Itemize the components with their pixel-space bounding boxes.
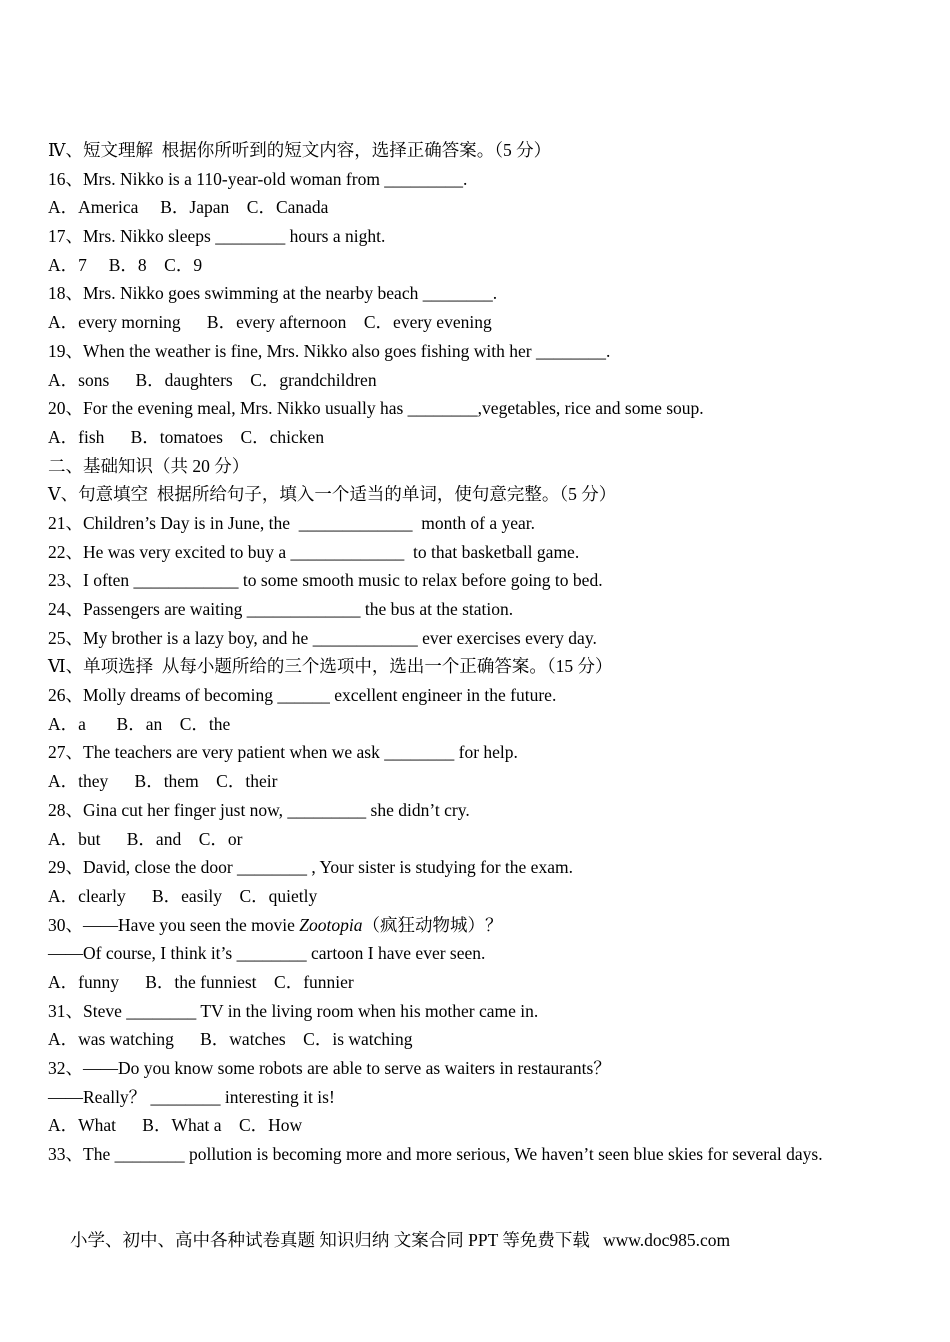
question-23: 23、I often ____________ to some smooth music to relax before going to bed. — [48, 570, 603, 591]
question-20-options: A．fish B．tomatoes C．chicken — [48, 426, 325, 447]
part-two-heading: 二、基础知识（共 20 分） — [48, 455, 250, 476]
question-19: 19、When the weather is fine, Mrs. Nikko also goes fishing with her ________. — [48, 340, 611, 361]
question-29-options: A．clearly B．easily C．quietly — [48, 885, 318, 906]
question-20: 20、For the evening meal, Mrs. Nikko usually has ________,vegetables, rice and some soup. — [48, 398, 704, 419]
question-24: 24、Passengers are waiting _____________ the bus at the station. — [48, 599, 514, 619]
question-16-options: A．America B．Japan C．Canada — [48, 197, 329, 218]
question-17-options: A．7 B．8 C．9 — [48, 254, 203, 275]
section-iv-heading: Ⅳ、短文理解 根据你所听到的短文内容，选择正确答案。（5 分） — [48, 140, 552, 160]
question-26: 26、Molly dreams of becoming ______ excellent engineer in the future. — [48, 685, 557, 706]
question-29: 29、David, close the door ________ , Your sister is studying for the exam. — [48, 857, 573, 878]
section-v-heading: Ⅴ、句意填空 根据所给句子，填入一个适当的单词，使句意完整。（5 分） — [48, 484, 617, 505]
question-32: 32、——Do you know some robots are able to serve as waiters in restaurants？ — [48, 1058, 611, 1078]
exam-page-content — [48, 136, 908, 1169]
question-22: 22、He was very excited to buy a _____________ to that basketball game. — [48, 541, 580, 562]
question-26-options: A．a B．an C．the — [48, 713, 231, 734]
question-16: 16、Mrs. Nikko is a 110-year-old woman from _________. — [48, 168, 468, 189]
question-30-reply: ——Of course, I think it’s ________ cartoon I have ever seen. — [48, 943, 486, 964]
question-31: 31、Steve ________ TV in the living room when his mother came in. — [48, 1000, 539, 1021]
question-21: 21、Children’s Day is in June, the _____________ month of a year. — [48, 512, 536, 533]
question-31-options: A．was watching B．watches C．is watching — [48, 1029, 413, 1050]
question-25: 25、My brother is a lazy boy, and he ____________ ever exercises every day. — [48, 627, 597, 648]
question-30-prefix: 30、——Have you seen the movie — [48, 914, 300, 935]
footer-text: 小学、初中、高中各种试卷真题 知识归纳 文案合同 PPT 等免费下载 www.doc985.com — [70, 1230, 731, 1250]
question-28-options: A．but B．and C．or — [48, 828, 243, 849]
question-17: 17、Mrs. Nikko sleeps ________ hours a night. — [48, 226, 386, 247]
question-28: 28、Gina cut her finger just now, _________ she didn’t cry. — [48, 799, 470, 820]
question-19-options: A．sons B．daughters C．grandchildren — [48, 369, 377, 390]
question-27-options: A．they B．them C．their — [48, 771, 278, 792]
question-30-options: A．funny B．the funniest C．funnier — [48, 971, 354, 992]
movie-title: Zootopia — [299, 914, 363, 935]
question-18-options: A．every morning B．every afternoon C．every evening — [48, 312, 492, 333]
question-30 — [48, 911, 908, 940]
question-27: 27、The teachers are very patient when we ask ________ for help. — [48, 742, 518, 763]
question-33: 33、The ________ pollution is becoming more and more serious, We haven’t seen blue skies for several days. — [48, 1144, 823, 1165]
question-18: 18、Mrs. Nikko goes swimming at the nearby beach ________. — [48, 283, 498, 304]
question-32-reply: ——Really？ ________ interesting it is! — [48, 1086, 335, 1107]
question-30-suffix: （疯狂动物城）？ — [362, 914, 503, 935]
question-32-options: A．What B．What a C．How — [48, 1115, 303, 1136]
section-vi-heading: Ⅵ、单项选择 从每小题所给的三个选项中，选出一个正确答案。（15 分） — [48, 656, 613, 677]
